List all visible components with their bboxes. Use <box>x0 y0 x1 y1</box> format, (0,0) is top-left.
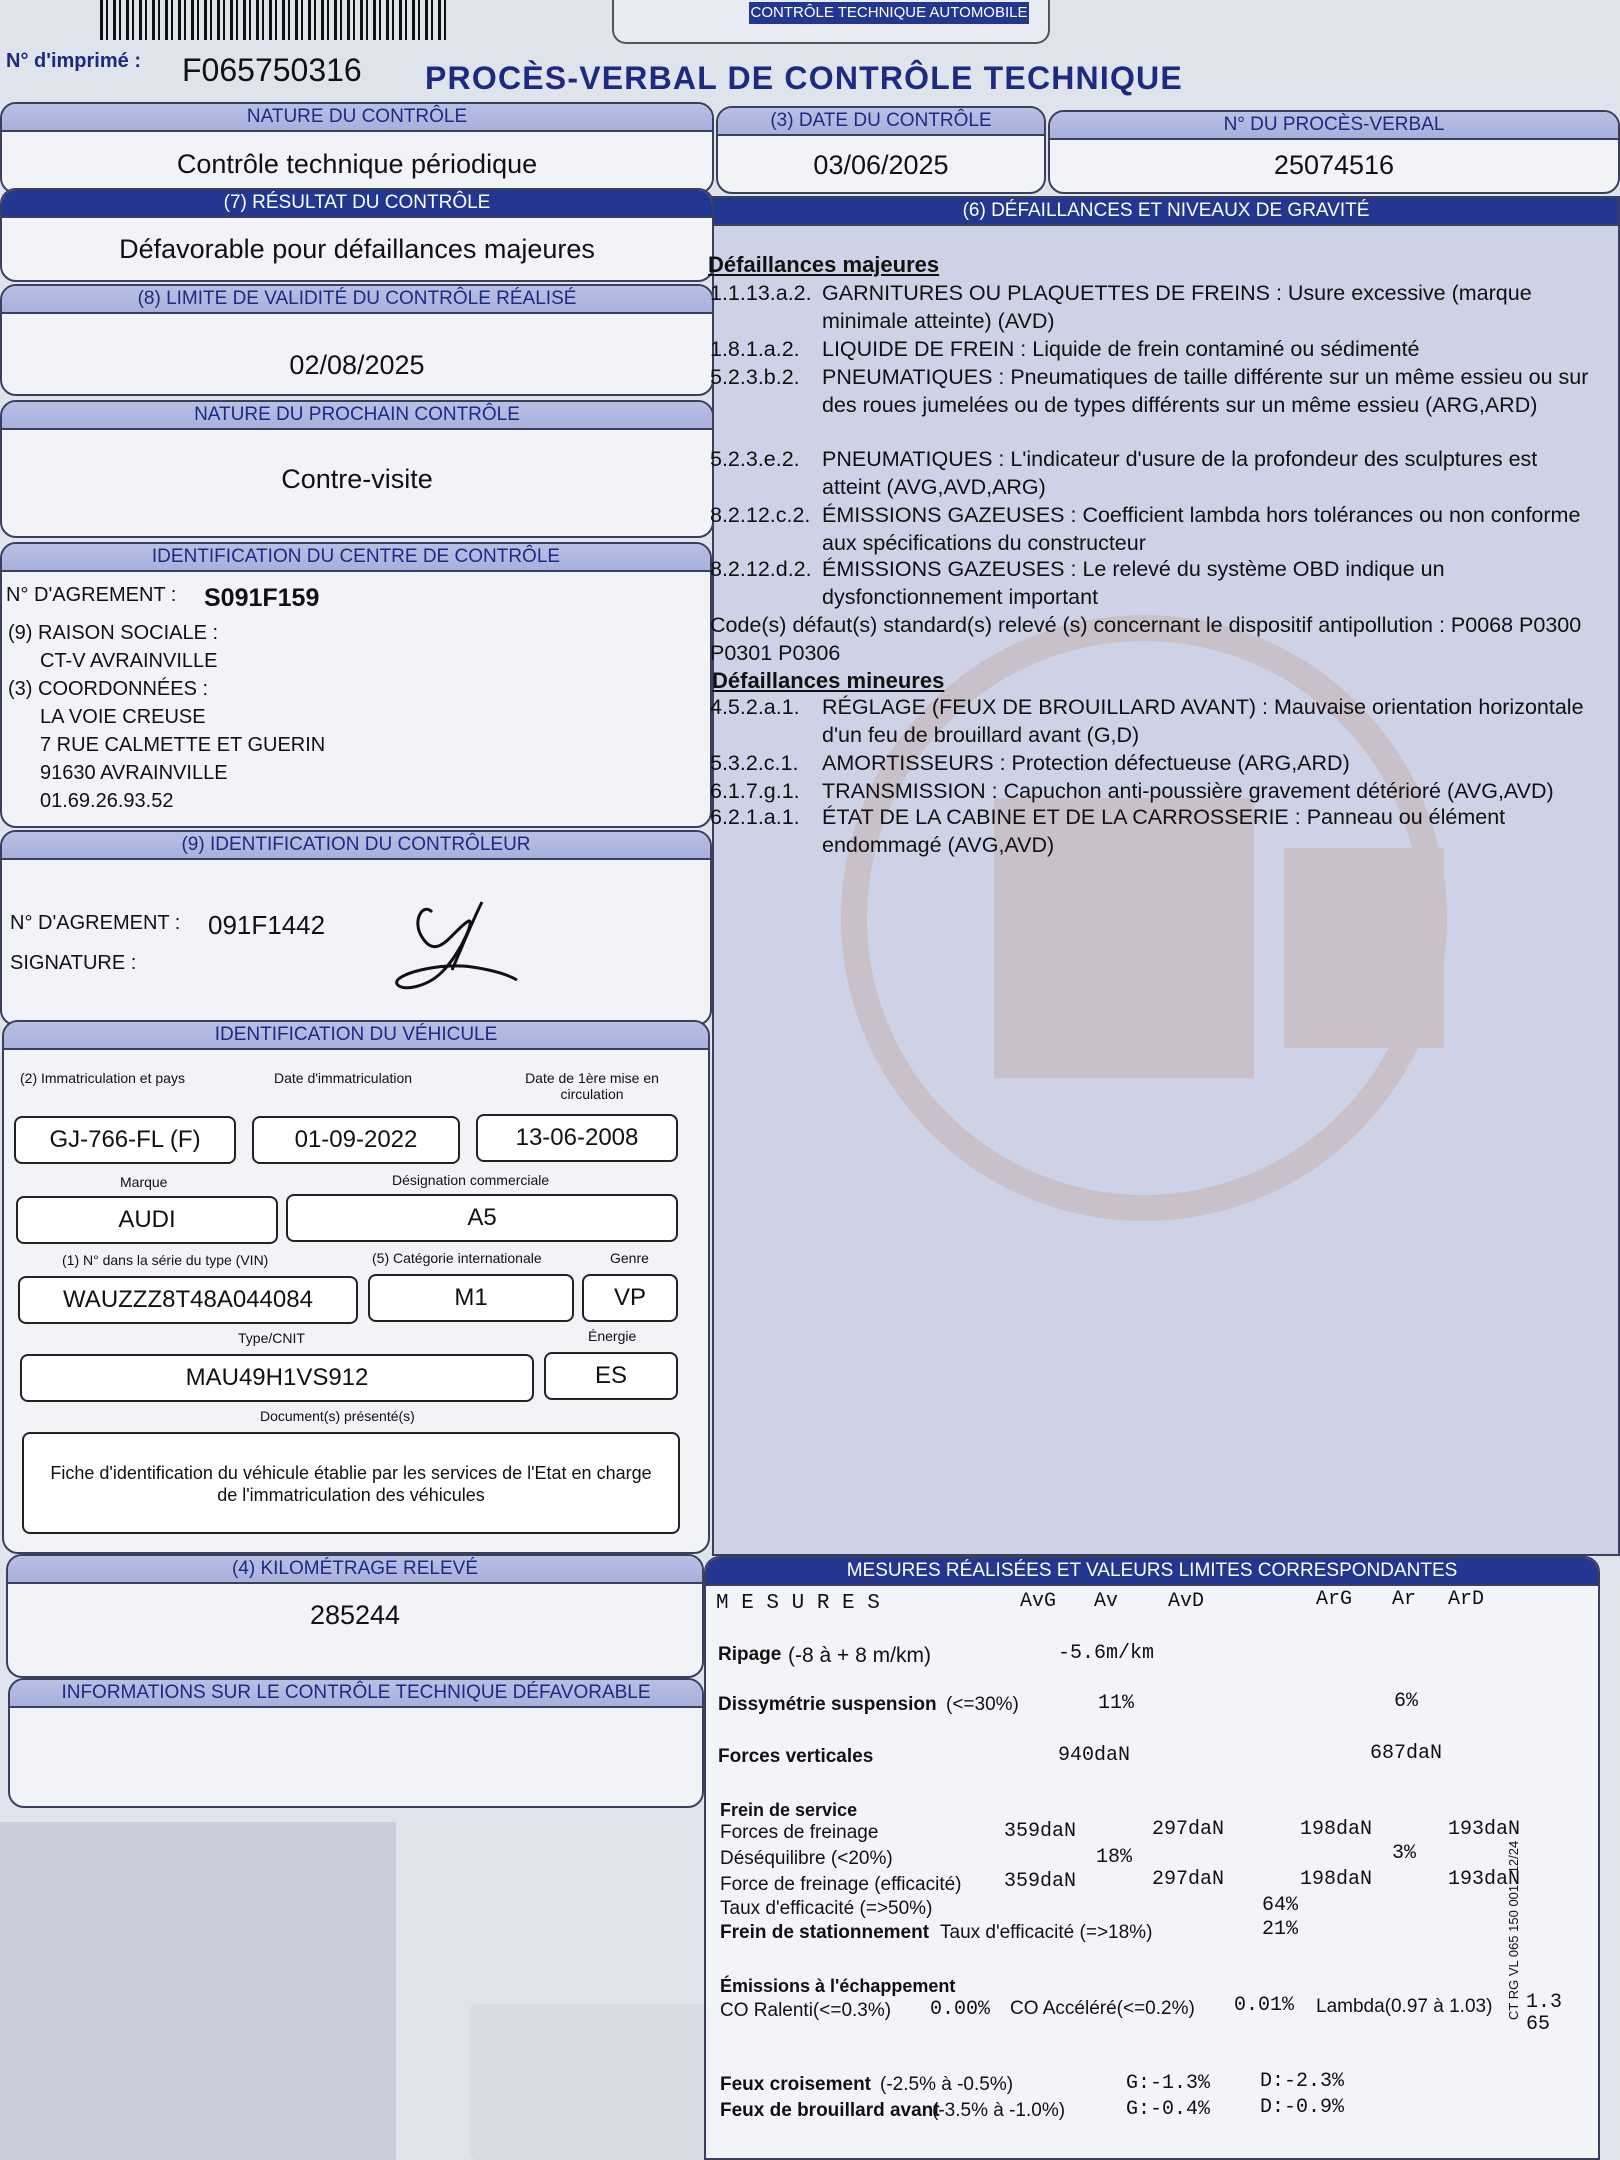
designation-label: Désignation commerciale <box>392 1172 550 1188</box>
kilometrage-box <box>6 1554 704 1678</box>
forces-freinage-label: Forces de freinage <box>720 1822 879 1843</box>
defaillance-text: LIQUIDE DE FREIN : Liquide de frein contaminé ou sédimenté <box>822 337 1420 361</box>
defaillance-code: 8.2.12.d.2. <box>710 557 812 581</box>
fe-ard: 193daN <box>1448 1868 1521 1891</box>
feux-croisement-limit: (-2.5% à -0.5%) <box>880 2074 1014 2095</box>
mineures-title: Défaillances mineures <box>712 668 945 693</box>
date-1ere-label: Date de 1ère mise en circulation <box>525 1070 659 1102</box>
defaillance-code: 8.2.12.c.2. <box>710 503 811 527</box>
fe-avg: 359daN <box>1004 1870 1077 1893</box>
controleur-agrement-value: 091F1442 <box>208 910 326 940</box>
limite-box <box>0 284 714 396</box>
feux-brouillard-d: D:-0.9% <box>1260 2096 1345 2119</box>
defaillance-code: 1.8.1.a.2. <box>710 337 800 361</box>
blank-area <box>470 2004 710 2160</box>
defaillance-code: 4.5.2.a.1. <box>710 695 800 719</box>
ff-avd: 297daN <box>1152 1818 1225 1841</box>
designation-field: A5 <box>286 1194 678 1242</box>
ff-arg: 198daN <box>1300 1818 1373 1841</box>
documents-label: Document(s) présenté(s) <box>260 1408 415 1424</box>
defaillance-item <box>710 778 1590 806</box>
centre-agrement-value: S091F159 <box>204 584 320 612</box>
pv-value: 25074516 <box>1273 150 1395 180</box>
coord-line: 01.69.26.93.52 <box>40 790 174 812</box>
emissions-label: Émissions à l'échappement <box>720 1976 956 1996</box>
mesures-title: M E S U R E S <box>716 1592 880 1615</box>
col-av: Av <box>1094 1590 1119 1613</box>
documents-field: Fiche d'identification du véhicule établie par les services de l'Etat en charge de l'immatriculation des véhicules <box>22 1432 680 1534</box>
coord-line: LA VOIE CREUSE <box>40 706 206 728</box>
dissym-label: Dissymétrie suspension <box>718 1694 937 1715</box>
marque-field: AUDI <box>16 1196 278 1244</box>
date-immat-field: 01-09-2022 <box>252 1116 460 1164</box>
controleur-header: (9) IDENTIFICATION DU CONTRÔLEUR <box>2 832 710 860</box>
resultat-value: Défavorable pour défaillances majeures <box>119 234 595 264</box>
coord-line: 91630 AVRAINVILLE <box>40 762 228 784</box>
defaillances-header: (6) DÉFAILLANCES ET NIVEAUX DE GRAVITÉ <box>714 198 1618 226</box>
defaillance-item <box>710 336 1590 364</box>
kilometrage-value: 285244 <box>309 1600 401 1630</box>
co-accelere-value: 0.01% <box>1234 1994 1295 2017</box>
controleur-agrement-label: N° D'AGREMENT : <box>10 912 181 934</box>
nature-box <box>0 102 714 194</box>
col-ard: ArD <box>1448 1588 1485 1611</box>
defaillance-text: AMORTISSEURS : Protection défectueuse (ARG,ARD) <box>822 751 1350 775</box>
deseq-ar: 3% <box>1392 1842 1417 1865</box>
vin-label: (1) N° dans la série du type (VIN) <box>62 1252 269 1268</box>
signature <box>382 892 532 1002</box>
immat-label: (2) Immatriculation et pays <box>20 1070 185 1086</box>
co-ralenti-label: CO Ralenti(<=0.3%) <box>720 2000 892 2021</box>
col-avd: AvD <box>1168 1590 1205 1613</box>
forces-verticales-ar: 687daN <box>1370 1742 1443 1765</box>
fe-arg: 198daN <box>1300 1868 1373 1891</box>
defaillance-text: GARNITURES OU PLAQUETTES DE FREINS : Usure excessive (marque minimale atteinte) (AVD) <box>822 281 1532 333</box>
imprime-value: F065750316 <box>182 52 362 88</box>
controleur-box <box>0 830 712 1026</box>
signature-label: SIGNATURE : <box>10 952 137 974</box>
defaillance-code: 5.3.2.c.1. <box>710 751 799 775</box>
mesures-header: MESURES RÉALISÉES ET VALEURS LIMITES CORRESPONDANTES <box>706 1558 1598 1586</box>
informations-box <box>8 1678 704 1808</box>
defaillance-code: 6.2.1.a.1. <box>710 805 800 829</box>
ripage-label: Ripage <box>718 1644 782 1665</box>
co-accelere-label: CO Accéléré(<=0.2%) <box>1010 1998 1195 2019</box>
limite-header: (8) LIMITE DE VALIDITÉ DU CONTRÔLE RÉALISÉ <box>2 286 712 314</box>
vehicule-header: IDENTIFICATION DU VÉHICULE <box>4 1022 708 1050</box>
energie-field: ES <box>544 1352 678 1400</box>
type-label: Type/CNIT <box>238 1330 305 1346</box>
lambda-label: Lambda(0.97 à 1.03) <box>1316 1996 1493 2017</box>
deseq-av: 18% <box>1096 1846 1133 1869</box>
frein-service-label: Frein de service <box>720 1800 858 1820</box>
nature-header: NATURE DU CONTRÔLE <box>2 104 712 132</box>
majeures-title: Défaillances majeures <box>708 252 940 277</box>
resultat-header: (7) RÉSULTAT DU CONTRÔLE <box>2 190 712 218</box>
defaillance-text: RÉGLAGE (FEUX DE BROUILLARD AVANT) : Mauvaise orientation horizontale d'un feu de brouillard avant (G,D) <box>822 695 1584 747</box>
defaillance-item <box>710 694 1590 749</box>
prochain-header: NATURE DU PROCHAIN CONTRÔLE <box>2 402 712 430</box>
defaillance-text: PNEUMATIQUES : L'indicateur d'usure de la profondeur des sculptures est atteint (AVG,AVD,ARG) <box>822 447 1538 499</box>
feux-croisement-g: G:-1.3% <box>1126 2072 1211 2095</box>
resultat-box <box>0 188 714 282</box>
pv-box <box>1048 110 1620 194</box>
raison-value: CT-V AVRAINVILLE <box>40 650 218 672</box>
frein-stationnement-label: Frein de stationnement <box>720 1922 930 1943</box>
frein-stationnement-value: 21% <box>1262 1918 1299 1941</box>
defaillance-text: PNEUMATIQUES : Pneumatiques de taille différente sur un même essieu ou sur des roues jumelées ou de types différents sur un même essieu (ARG,ARD) <box>822 365 1589 417</box>
feux-brouillard-limit: (-3.5% à -1.0%) <box>932 2100 1066 2121</box>
date-1ere-field: 13-06-2008 <box>476 1114 678 1162</box>
prochain-box <box>0 400 714 538</box>
limite-value: 02/08/2025 <box>289 350 425 380</box>
taux-efficacite-value: 64% <box>1262 1894 1299 1917</box>
col-ar: Ar <box>1392 1588 1417 1611</box>
defaillance-item <box>710 502 1590 557</box>
defaillance-text: ÉTAT DE LA CABINE ET DE LA CARROSSERIE : Panneau ou élément endommagé (AVG,AVD) <box>822 805 1506 857</box>
feux-croisement-label: Feux croisement <box>720 2074 871 2095</box>
marque-label: Marque <box>120 1174 168 1190</box>
feux-brouillard-label: Feux de brouillard avant <box>720 2100 940 2121</box>
raison-label: (9) RAISON SOCIALE : <box>8 622 219 644</box>
kilometrage-header: (4) KILOMÉTRAGE RELEVÉ <box>8 1556 702 1584</box>
defaillance-text: ÉMISSIONS GAZEUSES : Coefficient lambda hors tolérances ou non conforme aux spécifications du constructeur <box>822 503 1581 555</box>
co-ralenti-value: 0.00% <box>930 1998 991 2021</box>
dissym-av: 11% <box>1098 1692 1135 1715</box>
defaillance-item <box>710 280 1590 335</box>
genre-field: VP <box>582 1274 678 1322</box>
defaillance-text: TRANSMISSION : Capuchon anti-poussière gravement détérioré (AVG,AVD) <box>822 779 1554 803</box>
centre-box <box>0 542 712 828</box>
ff-avg: 359daN <box>1004 1820 1077 1843</box>
force-efficacite-label: Force de freinage (efficacité) <box>720 1874 962 1895</box>
date-immat-label: Date d'immatriculation <box>274 1070 413 1086</box>
logo <box>612 0 1050 44</box>
dissym-ar: 6% <box>1394 1690 1419 1713</box>
codes-defaut: Code(s) défaut(s) standard(s) relevé (s) concernant le dispositif antipollution : P0068 P0300 P0301 P0306 <box>710 613 1582 665</box>
ripage-limit: (-8 à + 8 m/km) <box>788 1644 931 1667</box>
categorie-label: (5) Catégorie internationale <box>372 1250 542 1266</box>
page-title: PROCÈS-VERBAL DE CONTRÔLE TECHNIQUE <box>425 60 1183 96</box>
vehicule-box <box>2 1020 710 1554</box>
coord-line: 7 RUE CALMETTE ET GUERIN <box>40 734 326 756</box>
forces-verticales-label: Forces verticales <box>718 1746 874 1767</box>
informations-header: INFORMATIONS SUR LE CONTRÔLE TECHNIQUE DÉFAVORABLE <box>10 1680 702 1708</box>
categorie-field: M1 <box>368 1274 574 1322</box>
defaillance-code: 5.2.3.e.2. <box>710 447 800 471</box>
feux-brouillard-g: G:-0.4% <box>1126 2098 1211 2121</box>
defaillance-item <box>710 750 1590 778</box>
date-box <box>716 106 1046 194</box>
defaillance-text: ÉMISSIONS GAZEUSES : Le relevé du système OBD indique un dysfonctionnement important <box>822 557 1445 609</box>
defaillance-item <box>710 364 1590 419</box>
col-avg: AvG <box>1020 1590 1057 1613</box>
centre-header: IDENTIFICATION DU CENTRE DE CONTRÔLE <box>2 544 710 572</box>
date-header: (3) DATE DU CONTRÔLE <box>718 108 1044 136</box>
imprime-label: N° d'imprimé : <box>6 50 141 72</box>
col-arg: ArG <box>1316 1588 1353 1611</box>
immat-field: GJ-766-FL (F) <box>14 1116 236 1164</box>
prochain-value: Contre-visite <box>281 464 433 494</box>
frein-stationnement-taux-label: Taux d'efficacité (=>18%) <box>940 1922 1153 1943</box>
side-reference: CT RG VL 065 150 001 - 12/24 <box>1506 1840 1521 2020</box>
defaillance-item <box>710 556 1590 611</box>
barcode <box>100 0 450 40</box>
pv-header: N° DU PROCÈS-VERBAL <box>1050 112 1618 140</box>
defaillance-code: 5.2.3.b.2. <box>710 365 800 389</box>
ff-ard: 193daN <box>1448 1818 1521 1841</box>
defaillance-item <box>710 804 1590 859</box>
nature-value: Contrôle technique périodique <box>176 149 538 179</box>
lambda-value: 1.365 <box>1526 1991 1563 2036</box>
centre-agrement-label: N° D'AGREMENT : <box>6 584 177 606</box>
date-value: 03/06/2025 <box>813 150 949 180</box>
type-field: MAU49H1VS912 <box>20 1354 534 1402</box>
dissym-limit: (<=30%) <box>946 1694 1019 1715</box>
forces-verticales-av: 940daN <box>1058 1744 1131 1767</box>
logo-text: CONTRÔLE TECHNIQUE AUTOMOBILE <box>749 2 1029 24</box>
deseq-label: Déséquilibre (<20%) <box>720 1848 893 1869</box>
energie-label: Énergie <box>588 1328 637 1344</box>
coord-label: (3) COORDONNÉES : <box>8 678 209 700</box>
fe-avd: 297daN <box>1152 1868 1225 1891</box>
defaillance-code: 1.1.13.a.2. <box>710 281 812 305</box>
vin-field: WAUZZZ8T48A044084 <box>18 1276 358 1324</box>
genre-label: Genre <box>610 1250 649 1266</box>
defaillance-code: 6.1.7.g.1. <box>710 779 800 803</box>
defaillance-item <box>710 446 1590 501</box>
taux-efficacite-label: Taux d'efficacité (=>50%) <box>720 1898 933 1919</box>
blank-area <box>0 1822 396 2160</box>
ripage-value: -5.6m/km <box>1058 1642 1155 1665</box>
feux-croisement-d: D:-2.3% <box>1260 2070 1345 2093</box>
